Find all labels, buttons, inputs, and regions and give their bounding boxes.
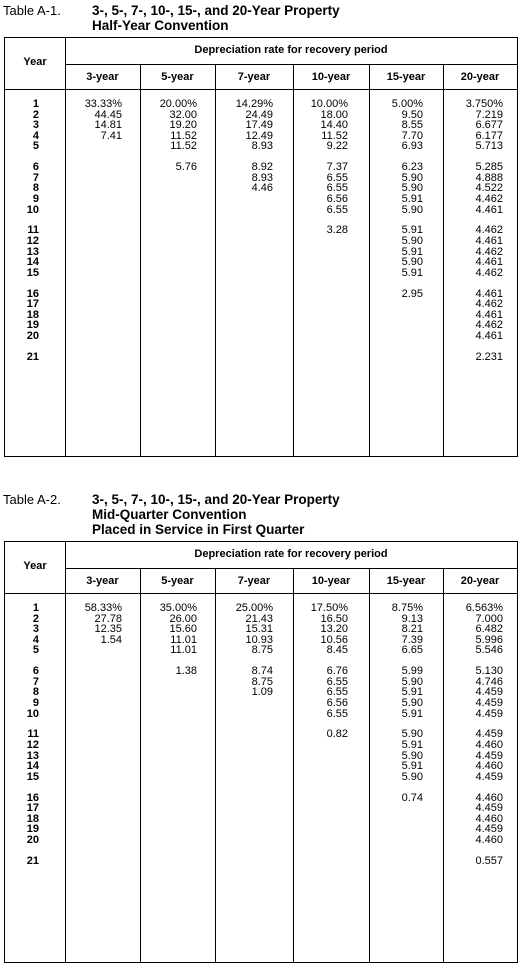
- period-header: 20-year: [460, 71, 500, 83]
- rate-cell: 7.70: [401, 129, 423, 142]
- year-cell: 11: [27, 224, 39, 237]
- table-title-line: Half-Year Convention: [92, 18, 229, 33]
- rate-cell: 4.460: [475, 791, 503, 804]
- period-header: 7-year: [237, 575, 271, 587]
- rate-cell: 5.996: [475, 633, 503, 646]
- year-cell: 13: [26, 245, 39, 258]
- rate-cell: 5.90: [401, 171, 423, 184]
- table-title-line: Placed in Service in First Quarter: [92, 522, 305, 537]
- rate-cell: 1.54: [100, 633, 122, 646]
- rate-cell: 5.90: [401, 770, 423, 783]
- rate-cell: 33.33%: [84, 98, 122, 110]
- rate-cell: 6.56: [326, 193, 348, 205]
- year-header: Year: [23, 560, 47, 572]
- rate-cell: 4.460: [475, 760, 503, 773]
- rate-cell: 5.90: [401, 235, 423, 247]
- period-header: 5-year: [161, 71, 194, 83]
- rate-cell: 11.52: [170, 140, 197, 153]
- rate-cell: 5.90: [401, 203, 423, 216]
- rate-cell: 5.713: [475, 140, 503, 153]
- rate-cell: 4.461: [475, 330, 503, 342]
- rate-cell: 6.55: [326, 203, 348, 216]
- rate-cell: 7.000: [475, 612, 503, 625]
- rate-cell: 4.522: [475, 182, 503, 195]
- rate-cell: 19.20: [169, 119, 197, 132]
- table-label: Table A-1.: [3, 3, 61, 18]
- rate-cell: 8.75%: [391, 602, 423, 614]
- rate-cell: 6.93: [401, 140, 423, 153]
- rate-cell: 26.00: [169, 612, 197, 625]
- rate-cell: 5.99: [401, 665, 423, 678]
- column-divider: [293, 64, 294, 456]
- year-cell: 15: [26, 266, 39, 279]
- year-cell: 19: [26, 319, 39, 332]
- rate-cell: 5.90: [401, 728, 423, 741]
- column-divider: [65, 38, 66, 456]
- year-cell: 12: [26, 739, 39, 751]
- year-cell: 14: [26, 256, 39, 269]
- rate-cell: 5.91: [401, 760, 423, 773]
- header-divider: [5, 593, 517, 594]
- year-cell: 3: [32, 623, 39, 636]
- year-cell: 1: [32, 602, 39, 614]
- year-cell: 5: [32, 140, 39, 153]
- rate-cell: 18.00: [320, 108, 348, 121]
- rate-cell: 7.39: [401, 633, 423, 646]
- year-cell: 2: [32, 612, 39, 625]
- rate-cell: 8.21: [401, 623, 423, 636]
- year-cell: 16: [26, 791, 39, 804]
- rate-cell: 1.09: [251, 686, 273, 699]
- year-cell: 18: [26, 812, 39, 825]
- rate-cell: 3.750%: [465, 98, 503, 110]
- rate-cell: 4.460: [475, 812, 503, 825]
- period-header: 3-year: [86, 575, 119, 587]
- depreciation-table: [4, 37, 518, 457]
- rate-cell: 10.00%: [310, 98, 348, 110]
- rate-cell: 5.285: [475, 161, 503, 174]
- rate-cell: 5.91: [401, 224, 423, 237]
- year-cell: 17: [26, 298, 39, 311]
- rate-cell: 5.91: [401, 739, 423, 751]
- rate-cell: 3.28: [326, 224, 348, 237]
- rate-cell: 35.00%: [159, 602, 197, 614]
- rate-cell: 4.461: [475, 235, 503, 247]
- rate-cell: 4.462: [475, 193, 503, 205]
- rate-cell: 10.56: [320, 633, 348, 646]
- rate-cell: 16.50: [320, 612, 348, 625]
- rate-cell: 24.49: [245, 108, 273, 121]
- year-cell: 1: [32, 98, 39, 110]
- rate-cell: 5.90: [401, 182, 423, 195]
- rate-cell: 14.40: [320, 119, 348, 132]
- year-cell: 18: [26, 308, 39, 321]
- year-cell: 10: [26, 707, 39, 720]
- depreciation-table: [4, 541, 518, 963]
- rate-cell: 4.459: [475, 770, 503, 783]
- column-divider: [443, 568, 444, 962]
- rate-cell: 14.81: [94, 119, 122, 132]
- rate-cell: 15.31: [245, 623, 273, 636]
- year-cell: 20: [26, 330, 39, 342]
- rate-cell: 12.35: [94, 623, 122, 636]
- year-cell: 8: [32, 182, 39, 195]
- year-cell: 9: [32, 697, 39, 709]
- rate-cell: 8.55: [401, 119, 423, 132]
- rate-cell: 4.462: [475, 298, 503, 311]
- rate-cell: 8.93: [251, 140, 273, 153]
- table-label: Table A-2.: [3, 492, 61, 507]
- year-cell: 21: [26, 350, 39, 363]
- year-cell: 15: [26, 770, 39, 783]
- year-cell: 10: [26, 203, 39, 216]
- rate-cell: 8.75: [251, 675, 273, 688]
- rate-cell: 6.76: [326, 665, 348, 678]
- rate-cell: 4.461: [475, 287, 503, 300]
- rate-cell: 9.22: [326, 140, 348, 153]
- year-cell: 6: [32, 161, 39, 174]
- rate-cell: 13.20: [320, 623, 348, 636]
- year-cell: 4: [32, 633, 39, 646]
- period-header: 15-year: [386, 71, 426, 83]
- rate-cell: 17.49: [245, 119, 273, 132]
- table-a1-section: [0, 0, 522, 470]
- rate-cell: 4.460: [475, 739, 503, 751]
- rate-cell: 4.459: [475, 728, 503, 741]
- rate-cell: 44.45: [94, 108, 122, 121]
- year-cell: 7: [32, 171, 39, 184]
- rate-cell: 7.41: [100, 129, 122, 142]
- year-cell: 13: [26, 749, 39, 762]
- rate-cell: 4.462: [475, 319, 503, 332]
- period-header: 5-year: [161, 575, 194, 587]
- rate-cell: 5.91: [401, 686, 423, 699]
- period-header: 3-year: [86, 71, 119, 83]
- rate-cell: 6.55: [326, 182, 348, 195]
- rate-cell: 6.55: [326, 707, 348, 720]
- rate-cell: 5.76: [175, 161, 197, 174]
- year-cell: 3: [32, 119, 39, 132]
- rate-cell: 8.74: [251, 665, 273, 678]
- rate-cell: 7.219: [475, 108, 503, 121]
- period-header: 10-year: [311, 575, 351, 587]
- column-divider: [293, 568, 294, 962]
- rate-cell: 11.52: [170, 129, 197, 142]
- rate-cell: 6.177: [475, 129, 503, 142]
- header-divider: [65, 568, 517, 569]
- table-title-line: Mid-Quarter Convention: [92, 507, 247, 522]
- rate-cell: 4.459: [475, 686, 503, 699]
- rate-cell: 8.93: [251, 171, 273, 184]
- rate-cell: 9.13: [401, 612, 423, 625]
- rate-cell: 9.50: [401, 108, 423, 121]
- rate-cell: 5.130: [475, 665, 503, 678]
- column-divider: [443, 64, 444, 456]
- period-header: 20-year: [460, 575, 500, 587]
- rate-cell: 4.462: [475, 224, 503, 237]
- rate-cell: 5.91: [401, 193, 423, 205]
- year-cell: 6: [32, 665, 39, 678]
- rate-cell: 10.93: [245, 633, 273, 646]
- year-header: Year: [23, 56, 47, 68]
- year-cell: 11: [27, 728, 39, 741]
- table-a2-section: [0, 489, 522, 966]
- rate-cell: 1.38: [175, 665, 197, 678]
- year-cell: 7: [32, 675, 39, 688]
- rate-cell: 11.52: [321, 129, 348, 142]
- year-cell: 4: [32, 129, 39, 142]
- rate-cell: 6.56: [326, 697, 348, 709]
- column-divider: [369, 568, 370, 962]
- rate-cell: 6.677: [475, 119, 503, 132]
- year-cell: 21: [26, 854, 39, 867]
- rate-cell: 6.65: [401, 644, 423, 657]
- rate-cell: 12.49: [245, 129, 273, 142]
- column-divider: [140, 568, 141, 962]
- rate-cell: 4.459: [475, 707, 503, 720]
- year-cell: 8: [32, 686, 39, 699]
- rate-cell: 4.459: [475, 802, 503, 815]
- rate-cell: 8.45: [326, 644, 348, 657]
- rate-cell: 0.82: [326, 728, 348, 741]
- rate-cell: 2.95: [401, 287, 423, 300]
- year-cell: 12: [26, 235, 39, 247]
- rate-cell: 11.01: [170, 644, 197, 657]
- rate-cell: 8.92: [251, 161, 273, 174]
- rate-cell: 20.00%: [159, 98, 197, 110]
- rate-cell: 5.91: [401, 245, 423, 258]
- rate-cell: 6.563%: [465, 602, 503, 614]
- table-title-line: 3-, 5-, 7-, 10-, 15-, and 20-Year Property: [92, 3, 340, 18]
- header-divider: [5, 89, 517, 90]
- year-cell: 19: [26, 823, 39, 836]
- year-cell: 9: [32, 193, 39, 205]
- year-cell: 5: [32, 644, 39, 657]
- rate-cell: 11.01: [170, 633, 197, 646]
- rate-cell: 17.50%: [310, 602, 348, 614]
- rate-cell: 4.746: [475, 675, 503, 688]
- rate-cell: 27.78: [94, 612, 122, 625]
- period-header: 15-year: [386, 575, 426, 587]
- rate-cell: 21.43: [245, 612, 273, 625]
- header-divider: [65, 64, 517, 65]
- rate-cell: 0.557: [475, 854, 503, 867]
- rate-cell: 6.55: [326, 675, 348, 688]
- rate-cell: 15.60: [169, 623, 197, 636]
- rate-header: Depreciation rate for recovery period: [194, 548, 388, 560]
- rate-cell: 6.482: [475, 623, 503, 636]
- column-divider: [140, 64, 141, 456]
- rate-cell: 5.546: [475, 644, 503, 657]
- rate-cell: 4.460: [475, 834, 503, 846]
- rate-header: Depreciation rate for recovery period: [194, 44, 388, 56]
- rate-cell: 6.23: [401, 161, 423, 174]
- rate-cell: 5.91: [401, 266, 423, 279]
- rate-cell: 4.459: [475, 697, 503, 709]
- rate-cell: 8.75: [251, 644, 273, 657]
- rate-cell: 5.00%: [391, 98, 423, 110]
- table-title-line: 3-, 5-, 7-, 10-, 15-, and 20-Year Property: [92, 492, 340, 507]
- rate-cell: 4.459: [475, 749, 503, 762]
- rate-cell: 14.29%: [235, 98, 273, 110]
- period-header: 7-year: [237, 71, 271, 83]
- rate-cell: 4.461: [475, 308, 503, 321]
- rate-cell: 4.461: [475, 203, 503, 216]
- year-cell: 14: [26, 760, 39, 773]
- rate-cell: 4.888: [475, 171, 503, 184]
- rate-cell: 58.33%: [84, 602, 122, 614]
- rate-cell: 25.00%: [235, 602, 273, 614]
- rate-cell: 6.55: [326, 171, 348, 184]
- period-header: 10-year: [311, 71, 351, 83]
- rate-cell: 5.90: [401, 256, 423, 269]
- column-divider: [215, 64, 216, 456]
- year-cell: 2: [32, 108, 39, 121]
- year-cell: 16: [26, 287, 39, 300]
- rate-cell: 4.462: [475, 245, 503, 258]
- year-cell: 20: [26, 834, 39, 846]
- column-divider: [65, 542, 66, 962]
- rate-cell: 2.231: [475, 350, 503, 363]
- rate-cell: 4.459: [475, 823, 503, 836]
- rate-cell: 5.90: [401, 697, 423, 709]
- rate-cell: 5.91: [401, 707, 423, 720]
- rate-cell: 4.46: [251, 182, 273, 195]
- year-cell: 17: [26, 802, 39, 815]
- rate-cell: 4.462: [475, 266, 503, 279]
- column-divider: [215, 568, 216, 962]
- rate-cell: 6.55: [326, 686, 348, 699]
- rate-cell: 5.90: [401, 749, 423, 762]
- rate-cell: 5.90: [401, 675, 423, 688]
- column-divider: [369, 64, 370, 456]
- rate-cell: 4.461: [475, 256, 503, 269]
- rate-cell: 0.74: [401, 791, 423, 804]
- rate-cell: 7.37: [326, 161, 348, 174]
- rate-cell: 32.00: [169, 108, 197, 121]
